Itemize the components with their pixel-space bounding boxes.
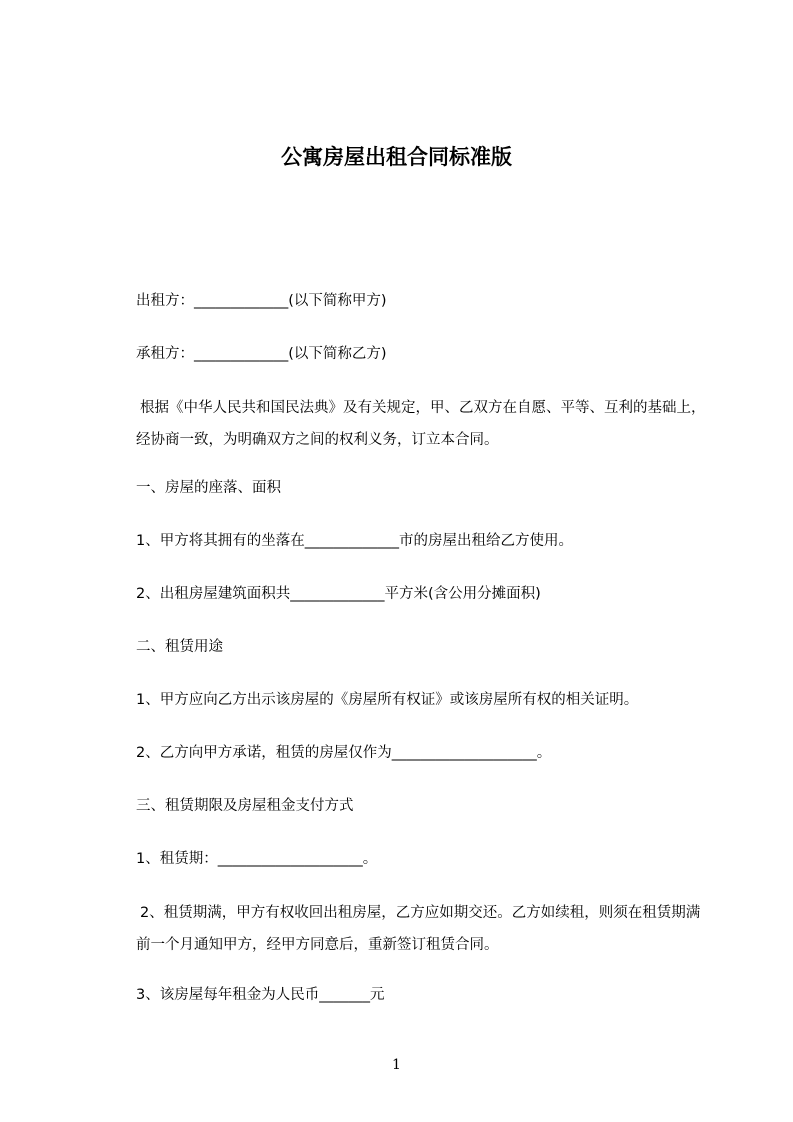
page-number: 1 [392, 1057, 401, 1073]
clause-1-2: 2、出租房屋建筑面积共_____________平方米(含公用分摊面积) [136, 586, 541, 602]
paragraph-lessee: 承租方：_____________(以下简称乙方) [136, 346, 387, 362]
clause-2-1: 1、甲方应向乙方出示该房屋的《房屋所有权证》或该房屋所有权的相关证明。 [136, 692, 639, 708]
clause-2-2: 2、乙方向甲方承诺，租赁的房屋仅作为____________________。 [136, 745, 552, 761]
clause-3-2: 2、租赁期满，甲方有权收回出租房屋，乙方应如期交还。乙方如续租，则须在租赁期满前一个月通知甲方，经甲方同意后，重新签订租赁合同。 [136, 905, 701, 953]
section-heading-usage: 二、租赁用途 [136, 639, 223, 655]
clause-1-1: 1、甲方将其拥有的坐落在_____________市的房屋出租给乙方使用。 [136, 533, 573, 549]
clause-3-1: 1、租赁期：____________________。 [136, 851, 378, 867]
paragraph-preamble: 根据《中华人民共和国民法典》及有关规定，甲、乙双方在自愿、平等、互利的基础上，经协商一致，为明确双方之间的权利义务，订立本合同。 [136, 400, 706, 448]
document-title: 公寓房屋出租合同标准版 [281, 145, 512, 169]
clause-3-3: 3、该房屋每年租金为人民币_______元 [136, 987, 385, 1003]
paragraph-lessor: 出租方：_____________(以下简称甲方) [136, 293, 387, 309]
section-heading-term-payment: 三、租赁期限及房屋租金支付方式 [136, 798, 354, 814]
section-heading-location-area: 一、房屋的座落、面积 [136, 480, 281, 496]
